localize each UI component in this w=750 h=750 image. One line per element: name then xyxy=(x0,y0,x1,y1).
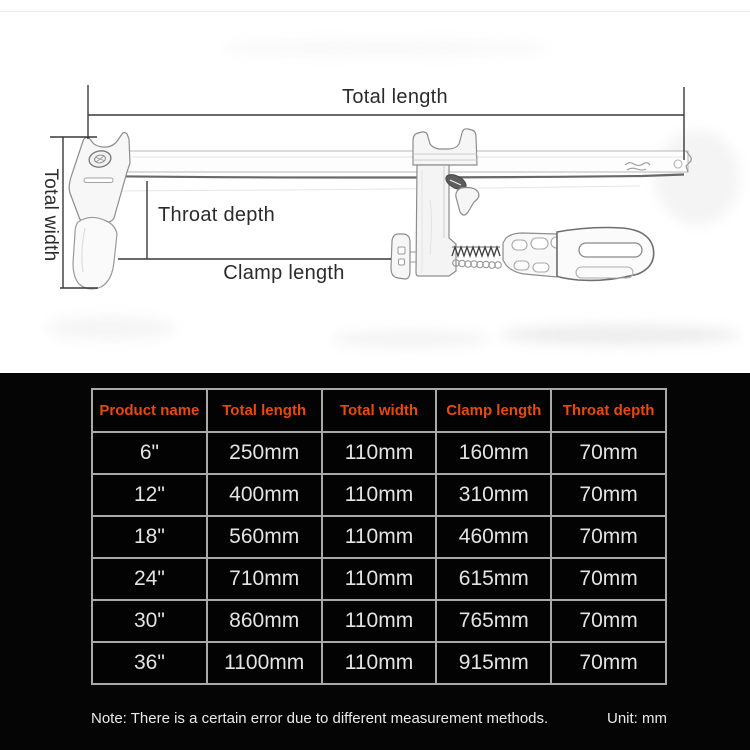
cam-lever-flag xyxy=(456,188,479,216)
spec-value-cell: 560mm xyxy=(207,516,322,558)
clamp-rail xyxy=(80,151,691,191)
table-footnote-row xyxy=(91,710,667,727)
spec-value-cell: 70mm xyxy=(551,474,666,516)
spec-value-cell: 915mm xyxy=(436,642,551,684)
spec-value-cell: 110mm xyxy=(322,516,437,558)
spec-value-cell: 70mm xyxy=(551,642,666,684)
clamp-sketch-drawing xyxy=(0,0,750,373)
measurement-note: Note: There is a certain error due to different measurement methods. xyxy=(91,710,549,727)
spec-value-cell: 110mm xyxy=(322,642,437,684)
product-size-cell: 30" xyxy=(92,600,207,642)
spec-value-cell: 70mm xyxy=(551,558,666,600)
product-size-cell: 18" xyxy=(92,516,207,558)
spec-value-cell: 860mm xyxy=(207,600,322,642)
spec-value-cell: 615mm xyxy=(436,558,551,600)
spec-row xyxy=(92,558,666,600)
spec-value-cell: 400mm xyxy=(207,474,322,516)
column-header: Clamp length xyxy=(436,389,551,432)
column-header: Total length xyxy=(207,389,322,432)
fixed-jaw-pad xyxy=(73,217,117,288)
column-header: Product name xyxy=(92,389,207,432)
screw-thread xyxy=(452,247,500,256)
spec-value-cell: 310mm xyxy=(436,474,551,516)
header-row xyxy=(92,389,666,432)
spec-value-cell: 160mm xyxy=(436,432,551,474)
spec-table-body xyxy=(92,432,666,684)
spec-row xyxy=(92,642,666,684)
spec-value-cell: 1100mm xyxy=(207,642,322,684)
spec-value-cell: 250mm xyxy=(207,432,322,474)
spec-value-cell: 710mm xyxy=(207,558,322,600)
spec-value-cell: 70mm xyxy=(551,600,666,642)
screw-coil xyxy=(453,260,502,269)
spec-row xyxy=(92,600,666,642)
product-size-cell: 6" xyxy=(92,432,207,474)
spec-value-cell: 110mm xyxy=(322,474,437,516)
product-size-cell: 12" xyxy=(92,474,207,516)
spec-table xyxy=(91,388,667,685)
pressure-pad xyxy=(391,234,410,279)
total-width-label: Total width xyxy=(40,168,61,262)
column-header: Throat depth xyxy=(551,389,666,432)
clamp-length-label: Clamp length xyxy=(223,262,345,284)
fixed-jaw xyxy=(69,133,130,289)
spec-row xyxy=(92,474,666,516)
product-size-cell: 24" xyxy=(92,558,207,600)
spec-value-cell: 765mm xyxy=(436,600,551,642)
spec-value-cell: 110mm xyxy=(322,558,437,600)
spec-value-cell: 110mm xyxy=(322,432,437,474)
spec-value-cell: 110mm xyxy=(322,600,437,642)
spec-table-head xyxy=(92,389,666,432)
total-length-label: Total length xyxy=(342,86,448,108)
spec-row xyxy=(92,432,666,474)
column-header: Total width xyxy=(322,389,437,432)
throat-depth-label: Throat depth xyxy=(158,204,276,226)
spec-value-cell: 70mm xyxy=(551,516,666,558)
product-size-cell: 36" xyxy=(92,642,207,684)
spec-row xyxy=(92,516,666,558)
unit-label: Unit: mm xyxy=(607,710,667,727)
spec-panel xyxy=(0,373,750,750)
clamp-diagram xyxy=(0,0,750,373)
spec-value-cell: 70mm xyxy=(551,432,666,474)
spec-value-cell: 460mm xyxy=(436,516,551,558)
